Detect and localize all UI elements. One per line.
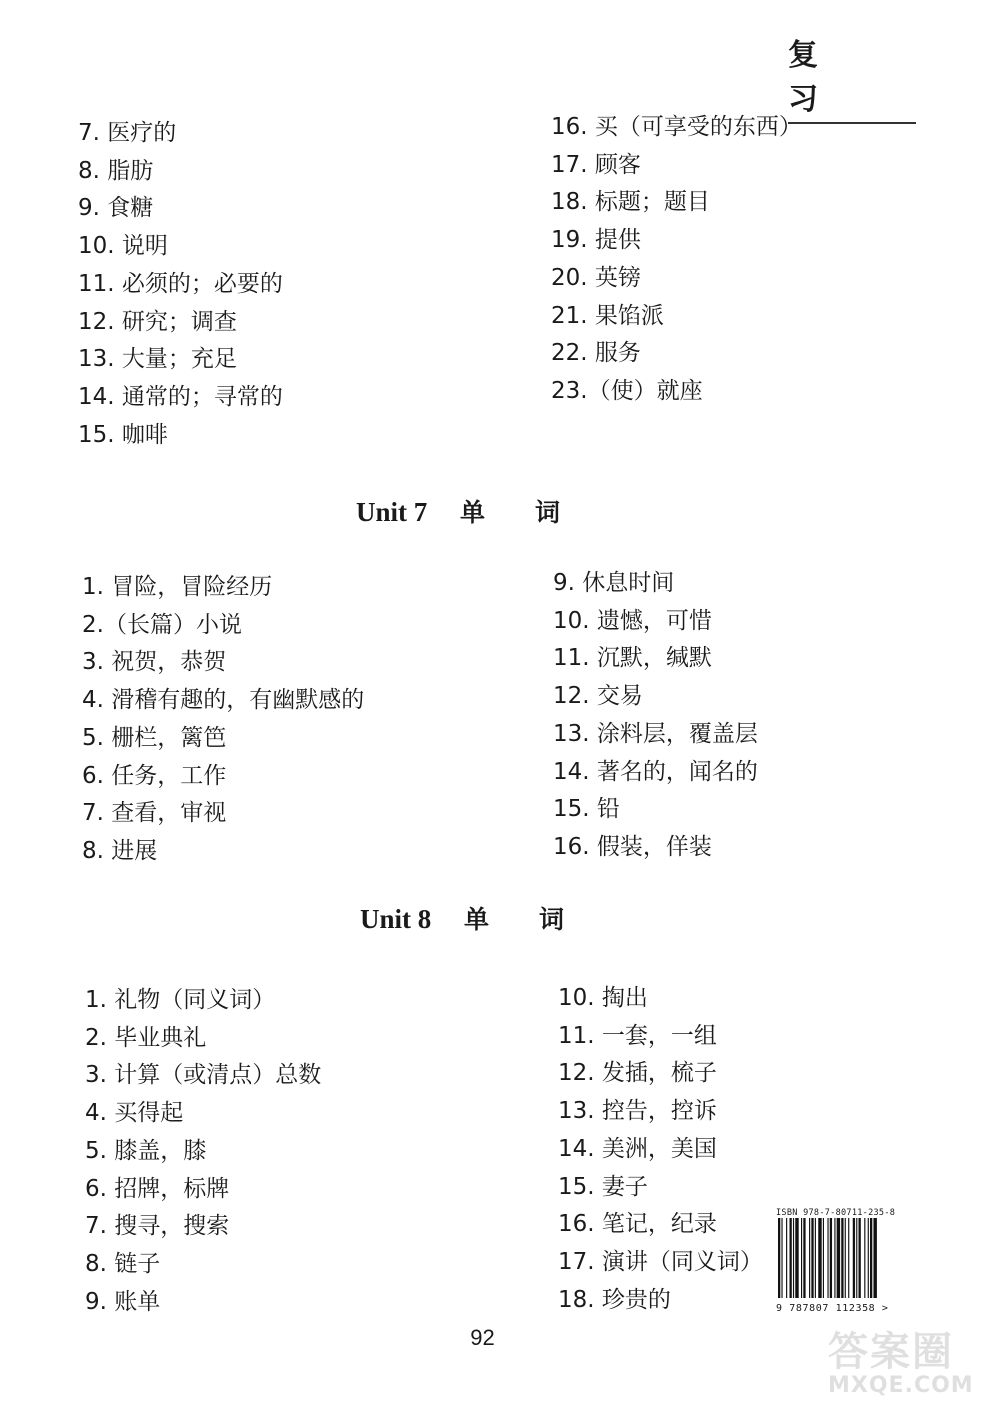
vocab-item: 18. 珍贵的: [558, 1286, 671, 1313]
vocab-item: 13. 大量；充足: [78, 346, 237, 373]
vocab-item: 9. 账单: [85, 1288, 161, 1315]
barcode-bars: [776, 1218, 916, 1298]
vocab-item: 15. 咖啡: [78, 421, 168, 448]
vocab-item: 10. 说明: [78, 233, 168, 260]
vocab-item: 6. 招牌，标牌: [85, 1175, 230, 1202]
vocab-item: 1. 冒险，冒险经历: [82, 574, 273, 600]
vocab-item: 5. 栅栏，篱笆: [82, 724, 227, 751]
vocab-item: 13. 涂料层，覆盖层: [553, 720, 758, 747]
vocab-item: 9. 休息时间: [553, 570, 675, 596]
page-number: 92: [470, 1325, 495, 1350]
vocab-item: 16. 买（可享受的东西）: [551, 114, 802, 140]
vocab-item: 8. 进展: [82, 837, 158, 864]
vocab-item: 15. 铅: [553, 796, 620, 823]
barcode-digits: 9 787807 112358 >: [776, 1303, 889, 1314]
isbn-barcode: [776, 1208, 918, 1318]
vocab-item: 11. 一套，一组: [558, 1022, 717, 1049]
top-right-list: [551, 109, 802, 411]
vocab-item: 12. 交易: [553, 683, 643, 710]
vocab-item: 10. 遗憾，可惜: [553, 607, 712, 634]
vocab-item: 14. 著名的，闻名的: [553, 758, 758, 785]
header-title: 复习: [788, 38, 856, 117]
unit7-title-unit: Unit 7: [356, 497, 428, 527]
vocab-item: 16. 假装，佯装: [553, 833, 712, 860]
isbn-text: ISBN 978-7-80711-235-8: [776, 1208, 896, 1218]
vocab-item: 2.（长篇）小说: [82, 611, 242, 638]
top-left-list: [78, 115, 283, 454]
vocab-item: 6. 任务，工作: [82, 762, 227, 789]
vocab-item: 19. 提供: [551, 227, 641, 254]
vocab-item: 3. 计算（或清点）总数: [85, 1062, 322, 1089]
vocab-item: 4. 买得起: [85, 1100, 184, 1127]
vocab-item: 2. 毕业典礼: [85, 1024, 207, 1051]
vocab-item: 22. 服务: [551, 340, 641, 367]
vocab-item: 7. 查看，审视: [82, 800, 227, 827]
vocab-item: 17. 顾客: [551, 151, 641, 178]
unit7-title-word: 单 词: [460, 498, 561, 527]
vocab-item: 16. 笔记，纪录: [558, 1211, 717, 1238]
site-watermark: [828, 1320, 998, 1415]
unit7-right-list: [553, 565, 758, 867]
vocab-item: 3. 祝贺，恭贺: [82, 649, 227, 676]
vocab-item: 13. 控告，控诉: [558, 1098, 717, 1125]
vocab-item: 7. 搜寻，搜索: [85, 1213, 230, 1240]
unit8-left-list: [85, 982, 321, 1321]
vocab-item: 11. 沉默，缄默: [553, 645, 712, 672]
vocab-item: 1. 礼物（同义词）: [85, 987, 276, 1013]
vocab-item: 21. 果馅派: [551, 302, 664, 329]
vocab-item: 18. 标题；题目: [551, 189, 710, 216]
vocab-item: 20. 英镑: [551, 264, 641, 291]
vocab-item: 10. 掏出: [558, 985, 648, 1011]
header-rule: [788, 122, 916, 124]
vocab-item: 4. 滑稽有趣的，有幽默感的: [82, 687, 365, 714]
unit8-right-list: [558, 980, 763, 1319]
unit8-title: [360, 900, 564, 936]
vocab-item: 12. 研究；调查: [78, 308, 237, 335]
watermark-cn: 答案圈: [828, 1329, 954, 1375]
vocab-item: 7. 医疗的: [78, 120, 177, 146]
vocab-item: 8. 链子: [85, 1250, 161, 1277]
vocab-item: 11. 必须的；必要的: [78, 270, 283, 297]
vocab-item: 14. 美洲，美国: [558, 1135, 717, 1162]
page-header: [788, 30, 918, 124]
vocab-item: 5. 膝盖，膝: [85, 1137, 207, 1164]
vocab-item: 15. 妻子: [558, 1173, 648, 1200]
vocab-item: 9. 食糖: [78, 195, 154, 222]
watermark-en: MXQE.COM: [828, 1373, 974, 1398]
vocab-item: 8. 脂肪: [78, 157, 154, 184]
vocab-item: 17. 演讲（同义词）: [558, 1248, 763, 1275]
vocab-item: 14. 通常的；寻常的: [78, 383, 283, 410]
vocab-item: 23.（使）就座: [551, 377, 703, 404]
unit7-title: [356, 493, 560, 529]
unit8-title-unit: Unit 8: [360, 904, 432, 934]
vocab-item: 12. 发插，梳子: [558, 1060, 717, 1087]
unit8-title-word: 单 词: [464, 905, 565, 934]
unit7-left-list: [82, 569, 364, 871]
